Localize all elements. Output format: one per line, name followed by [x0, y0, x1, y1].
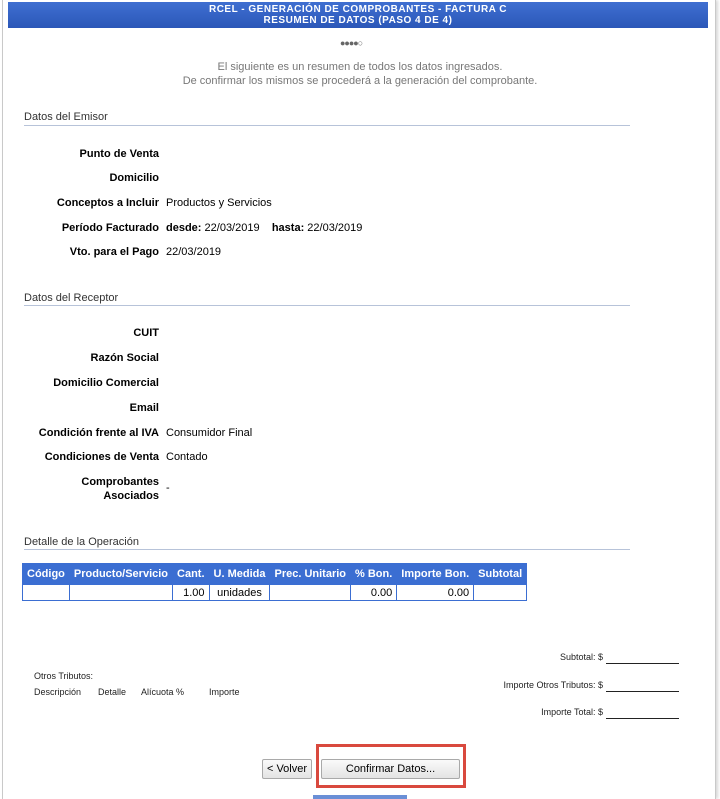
bottom-strip [313, 795, 407, 799]
table-row [23, 585, 527, 601]
emisor-section-title: Datos del Emisor [24, 111, 108, 123]
vto-pago-value: 22/03/2019 [166, 246, 222, 258]
cell-subtotal [474, 585, 527, 601]
col-subtotal: Subtotal [474, 564, 527, 585]
condiciones-venta-value: Contado [166, 451, 208, 463]
periodo-label: Período Facturado [61, 222, 159, 234]
col-producto: Producto/Servicio [69, 564, 172, 585]
col-porc-bonificacion: % Bon. [351, 564, 397, 585]
window-frame [2, 0, 716, 799]
col-precio-unitario: Prec. Unitario [270, 564, 351, 585]
section-divider [24, 125, 630, 126]
section-divider [24, 305, 630, 306]
hasta-label: hasta: [271, 222, 305, 234]
domicilio-label: Domicilio [109, 172, 159, 184]
otros-tributos-total-line [606, 691, 679, 692]
periodo-value [166, 222, 362, 234]
domicilio-comercial-label: Domicilio Comercial [53, 377, 159, 389]
otros-col-descripcion: Descripción [34, 687, 82, 697]
conceptos-value: Productos y Servicios [166, 197, 272, 209]
col-importe-bonificacion: Importe Bon. [397, 564, 474, 585]
page-subtitle: RESUMEN DE DATOS (PASO 4 DE 4) [263, 15, 453, 26]
cuit-label: CUIT [133, 327, 159, 339]
hasta-value: 22/03/2019 [307, 222, 363, 234]
condicion-iva-value: Consumidor Final [166, 427, 253, 439]
desde-value: 22/03/2019 [204, 222, 260, 234]
cell-cantidad: 1.00 [173, 585, 210, 601]
cell-importe-bonificacion: 0.00 [397, 585, 474, 601]
otros-col-alicuota: Alícuota % [141, 687, 185, 697]
condicion-iva-label: Condición frente al IVA [38, 427, 159, 439]
page-title: RCEL - GENERACIÓN DE COMPROBANTES - FACTURA C [208, 4, 508, 15]
title-bar [8, 2, 708, 28]
cell-producto [69, 585, 172, 601]
cell-unidad-medida: unidades [209, 585, 270, 601]
col-codigo: Código [23, 564, 70, 585]
volver-button[interactable]: < Volver [262, 759, 312, 779]
subtotal-label: Subtotal: $ [559, 652, 603, 662]
highlight-box [316, 744, 466, 788]
punto-venta-label: Punto de Venta [79, 148, 159, 160]
otros-tributos-total-label: Importe Otros Tributos: $ [503, 680, 603, 690]
otros-col-detalle: Detalle [98, 687, 127, 697]
cell-codigo [23, 585, 70, 601]
email-label: Email [129, 402, 159, 414]
vto-pago-label: Vto. para el Pago [69, 246, 159, 258]
razon-social-label: Razón Social [90, 352, 159, 364]
intro-line-2: De confirmar los mismos se procederá a la generación del comprobante. [182, 75, 538, 87]
operacion-section-title: Detalle de la Operación [24, 536, 139, 548]
importe-total-label: Importe Total: $ [541, 707, 603, 717]
step-indicator: ●●●●○ [340, 38, 363, 48]
table-header-row [23, 564, 527, 585]
comprobantes-asociados-value: - [166, 482, 170, 494]
condiciones-venta-label: Condiciones de Venta [44, 451, 159, 463]
subtotal-line [606, 663, 679, 664]
col-unidad-medida: U. Medida [209, 564, 270, 585]
otros-tributos-title: Otros Tributos: [34, 671, 94, 681]
comprobantes-label-line1: Comprobantes [81, 476, 159, 488]
desde-label: desde: [166, 222, 202, 234]
detail-table [22, 563, 527, 601]
confirmar-datos-button[interactable]: Confirmar Datos... [321, 759, 460, 779]
intro-line-1: El siguiente es un resumen de todos los datos ingresados. [217, 61, 503, 73]
receptor-section-title: Datos del Receptor [24, 292, 119, 304]
cell-precio-unitario [270, 585, 351, 601]
col-cantidad: Cant. [173, 564, 210, 585]
cell-porc-bonificacion: 0.00 [351, 585, 397, 601]
section-divider [24, 549, 630, 550]
comprobantes-label-line2: Asociados [103, 490, 159, 502]
otros-col-importe: Importe [209, 687, 240, 697]
importe-total-line [606, 718, 679, 719]
conceptos-label: Conceptos a Incluir [56, 197, 159, 209]
